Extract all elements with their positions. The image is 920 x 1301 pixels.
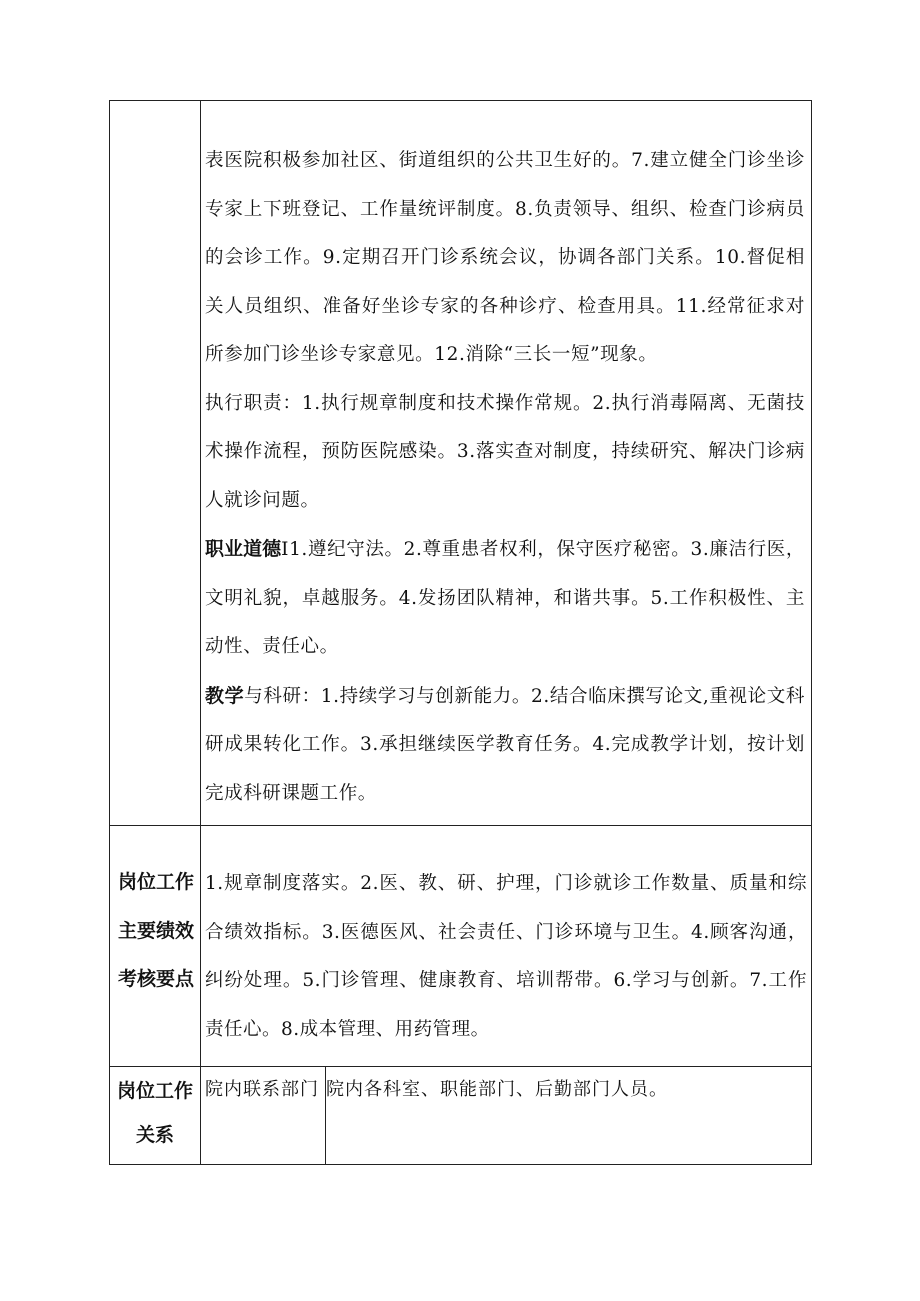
kpi-row	[110, 826, 812, 1067]
duties-content-cell	[201, 101, 812, 826]
kpi-label-cell	[110, 826, 201, 1067]
teaching-text: 与科研：1.持续学习与创新能力。2.结合临床撰写论文,重视论文科研成果转化工作。3.承担继续医学教育任务。4.完成教学计划，按计划完成科研课题工作。	[205, 685, 805, 804]
relation-label-cell	[110, 1067, 201, 1165]
execution-duties-paragraph: 执行职责：1.执行规章制度和技术操作常规。2.执行消毒隔离、无菌技术操作流程，预防医院感染。3.落实查对制度，持续研究、解决门诊病人就诊问题。	[205, 392, 805, 511]
ethics-heading: 职业道德	[205, 538, 282, 560]
kpi-content-cell	[201, 826, 812, 1067]
teaching-heading: 教学	[205, 684, 245, 707]
relation-sub-label-cell	[201, 1067, 326, 1165]
duties-row	[110, 101, 812, 826]
ethics-text: I1.遵纪守法。2.尊重患者权利，保守医疗秘密。3.廉洁行医，文明礼貌，卓越服务。4.发扬团队精神，和谐共事。5.工作积极性、主动性、责任心。	[205, 539, 805, 657]
relation-sub-label: 院内联系部门	[205, 1079, 319, 1100]
relation-row	[110, 1067, 812, 1165]
relation-value: 院内各科室、职能部门、后勤部门人员。	[326, 1079, 668, 1100]
relation-label: 岗位工作关系	[116, 1080, 193, 1146]
ethics-paragraph	[205, 525, 805, 672]
kpi-label: 岗位工作主要绩效考核要点	[117, 871, 194, 990]
duties-continuation-paragraph: 表医院积极参加社区、街道组织的公共卫生好的。7.建立健全门诊坐诊专家上下班登记、工作量统评制度。8.负责领导、组织、检查门诊病员的会诊工作。9.定期召开门诊系统会议，协调各部门关系。10.督促相关人员组织、准备好坐诊专家的各种诊疗、检查用具。11.经常征求对所参加门诊坐诊专家意见。12.消除“三长一短”现象。	[205, 150, 805, 365]
relation-value-cell	[326, 1067, 812, 1165]
kpi-text: 1.规章制度落实。2.医、教、研、护理，门诊就诊工作数量、质量和综合绩效指标。3.医德医风、社会责任、门诊环境与卫生。4.顾客沟通，纠纷处理。5.门诊管理、健康教育、培训帮带。6.学习与创新。7.工作责任心。8.成本管理、用药管理。	[205, 873, 807, 1040]
duties-label-cell	[110, 101, 201, 826]
job-description-table	[109, 100, 812, 1165]
teaching-research-paragraph	[205, 672, 805, 819]
